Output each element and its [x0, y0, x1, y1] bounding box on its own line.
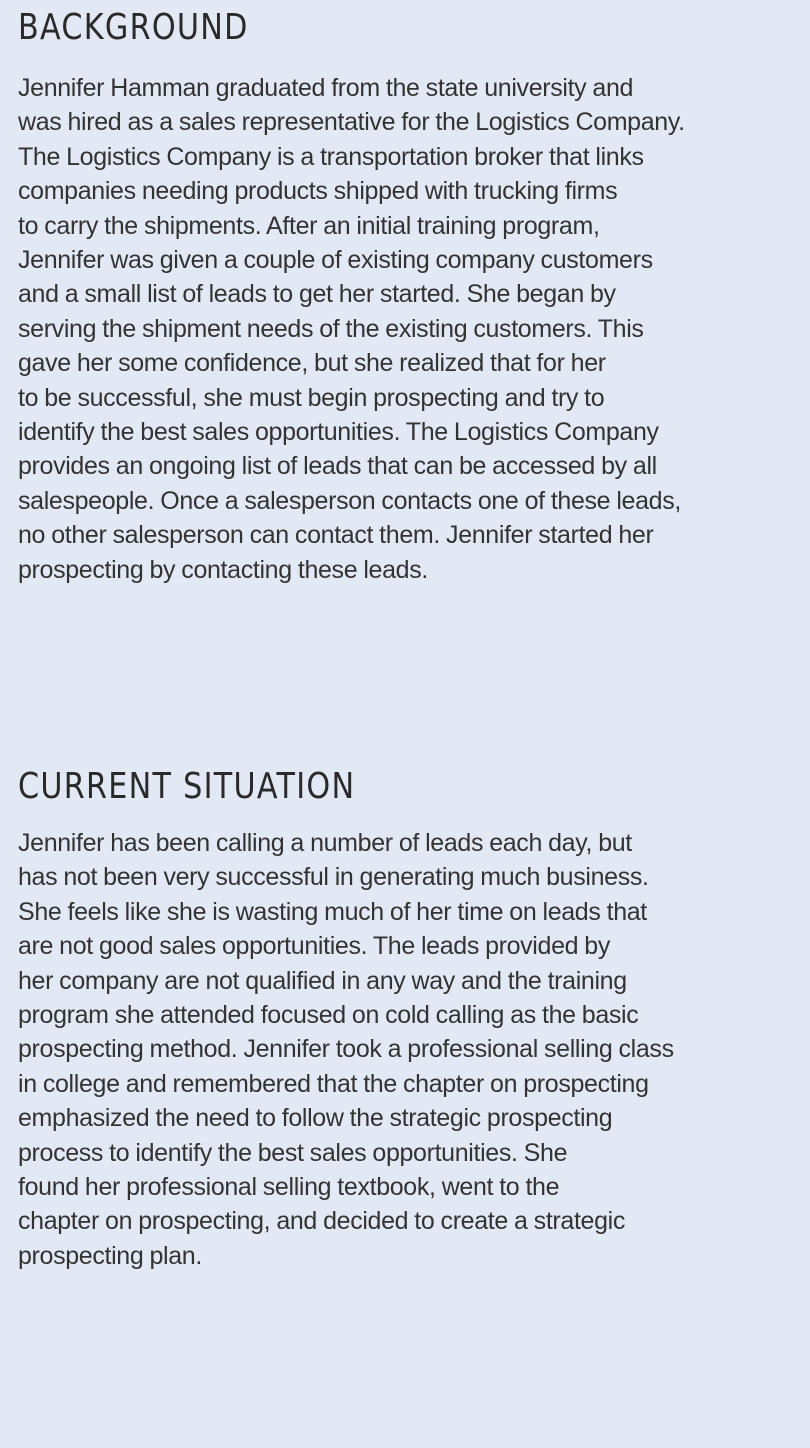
background-paragraph — [18, 71, 685, 587]
text-line: companies needing products shipped with trucking firms — [18, 177, 618, 206]
text-line: her company are not qualified in any way and the training — [18, 966, 627, 995]
text-line: gave her some confidence, but she realized that for her — [18, 349, 606, 378]
text-line: prospecting plan. — [18, 1241, 202, 1270]
text-line: The Logistics Company is a transportation broker that links — [18, 142, 644, 171]
text-line: are not good sales opportunities. The leads provided by — [18, 932, 610, 961]
text-line: program she attended focused on cold calling as the basic — [18, 1001, 639, 1030]
text-line: found her professional selling textbook, went to the — [18, 1173, 560, 1202]
text-line: prospecting by contacting these leads. — [18, 555, 428, 584]
text-line: emphasized the need to follow the strategic prospecting — [18, 1104, 613, 1133]
text-line: process to identify the best sales opportunities. She — [18, 1138, 568, 1167]
text-line: Jennifer Hamman graduated from the state university and — [18, 74, 634, 102]
text-line: has not been very successful in generating much business. — [18, 863, 649, 892]
current-situation-paragraph — [18, 826, 674, 1273]
text-line: Jennifer has been calling a number of leads each day, but — [18, 829, 632, 857]
text-line: She feels like she is wasting much of her time on leads that — [18, 897, 647, 926]
text-line: salespeople. Once a salesperson contacts one of these leads, — [18, 486, 681, 515]
text-line: serving the shipment needs of the existing customers. This — [18, 314, 644, 343]
section-heading-background: BACKGROUND — [18, 7, 249, 48]
text-line: Jennifer was given a couple of existing company customers — [18, 246, 653, 275]
text-line: identify the best sales opportunities. The Logistics Company — [18, 418, 659, 447]
text-line: in college and remembered that the chapter on prospecting — [18, 1069, 649, 1098]
text-line: to be successful, she must begin prospecting and try to — [18, 383, 605, 412]
text-line: provides an ongoing list of leads that can be accessed by all — [18, 452, 657, 481]
text-line: no other salesperson can contact them. Jennifer started her — [18, 521, 654, 550]
text-line: was hired as a sales representative for the Logistics Company. — [18, 108, 685, 137]
text-line: prospecting method. Jennifer took a professional selling class — [18, 1035, 674, 1064]
text-line: to carry the shipments. After an initial training program, — [18, 211, 600, 240]
text-line: and a small list of leads to get her started. She began by — [18, 280, 616, 309]
text-line: chapter on prospecting, and decided to create a strategic — [18, 1207, 626, 1236]
section-heading-current-situation: CURRENT SITUATION — [18, 766, 356, 807]
